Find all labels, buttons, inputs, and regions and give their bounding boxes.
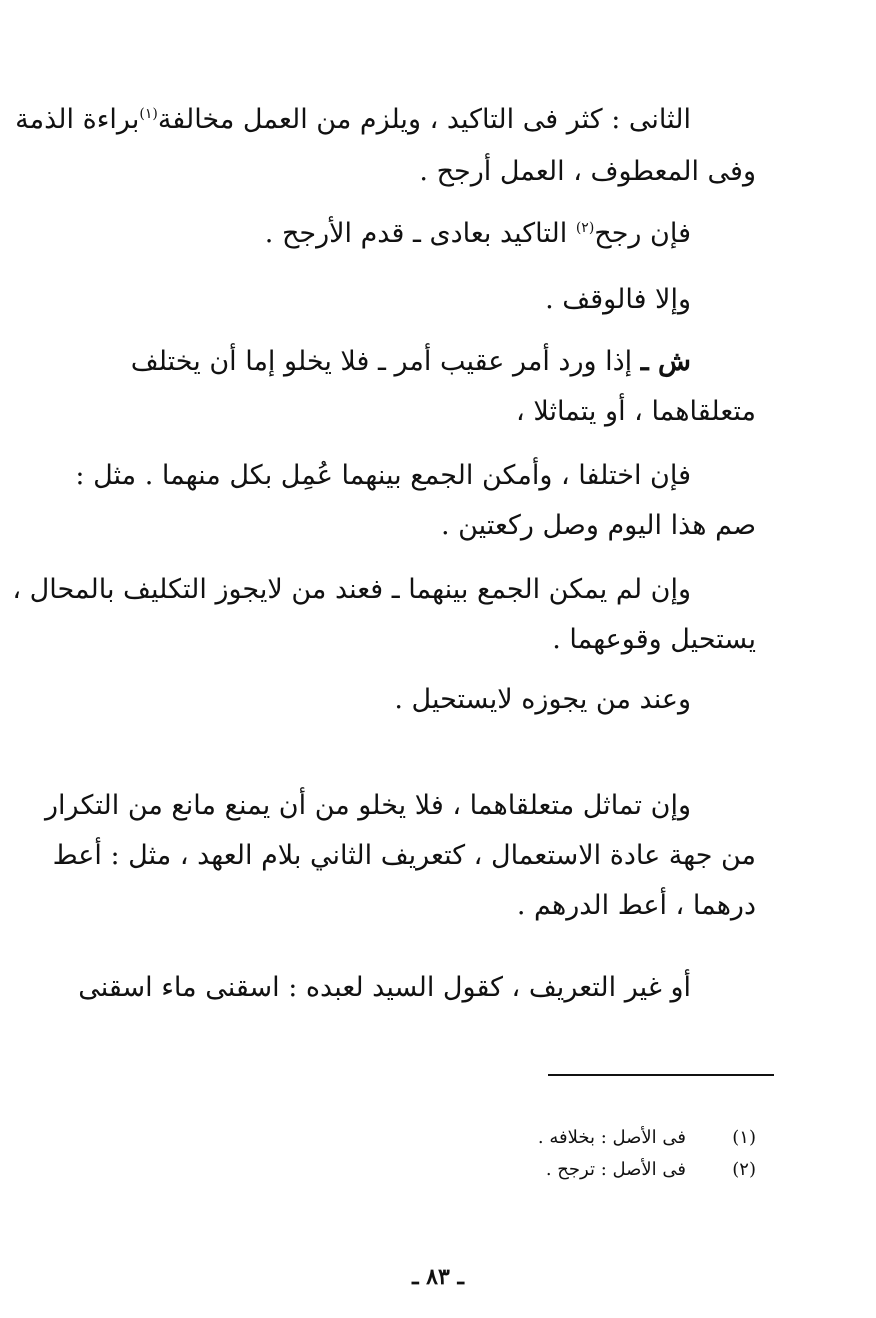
section-marker: ش ـ <box>640 346 691 377</box>
paragraph-6-line-2: يستحيل وقوعهما . <box>552 624 756 655</box>
paragraph-8-line-2: من جهة عادة الاستعمال ، كتعريف الثاني بلام العهد ، مثل : أعط <box>52 840 756 871</box>
text-segment: فإن رجح <box>594 218 691 249</box>
paragraph-4-line-2: متعلقاهما ، أو يتماثلا ، <box>516 396 756 427</box>
paragraph-4-line-1 <box>131 342 691 382</box>
page-number: ـ ٨٣ ـ <box>412 1264 464 1290</box>
paragraph-1-line-1 <box>15 100 691 140</box>
footnote-number: (٢) <box>732 1159 756 1180</box>
paragraph-3: وإلا فالوقف . <box>545 284 691 315</box>
text-segment: براءة الذمة <box>15 104 140 135</box>
paragraph-8-line-3: درهما ، أعط الدرهم . <box>516 890 756 921</box>
footnote-text: فى الأصل : ترجح . <box>545 1159 686 1180</box>
paragraph-1-line-2: وفى المعطوف ، العمل أرجح . <box>419 156 756 187</box>
text-segment: إذا ورد أمر عقيب أمر ـ فلا يخلو إما أن يختلف <box>130 346 641 377</box>
paragraph-8-line-1: وإن تماثل متعلقاهما ، فلا يخلو من أن يمنع مانع من التكرار <box>45 790 691 821</box>
footnote-2 <box>546 1156 756 1184</box>
paragraph-7: وعند من يجوزه لايستحيل . <box>394 684 691 715</box>
footnote-1 <box>538 1124 756 1152</box>
paragraph-5-line-2: صم هذا اليوم وصل ركعتين . <box>440 510 756 541</box>
paragraph-5-line-1: فإن اختلفا ، وأمكن الجمع بينهما عُمِل بكل منهما . مثل : <box>75 460 691 491</box>
footnote-divider <box>548 1074 774 1076</box>
footnote-text: فى الأصل : بخلافه . <box>537 1127 686 1148</box>
text-segment: التاكيد بعادى ـ قدم الأرجح . <box>264 218 576 249</box>
footnote-number: (١) <box>732 1127 756 1148</box>
paragraph-6-line-1: وإن لم يمكن الجمع بينهما ـ فعند من لايجوز التكليف بالمحال ، <box>12 574 691 605</box>
paragraph-9: أو غير التعريف ، كقول السيد لعبده : اسقنى ماء اسقنى <box>78 972 691 1003</box>
text-segment: الثانى : كثر فى التاكيد ، ويلزم من العمل مخالفة <box>157 104 691 135</box>
paragraph-2 <box>265 214 691 254</box>
footnote-ref-1: (١) <box>139 106 158 122</box>
footnote-ref-2: (٢) <box>575 220 595 236</box>
